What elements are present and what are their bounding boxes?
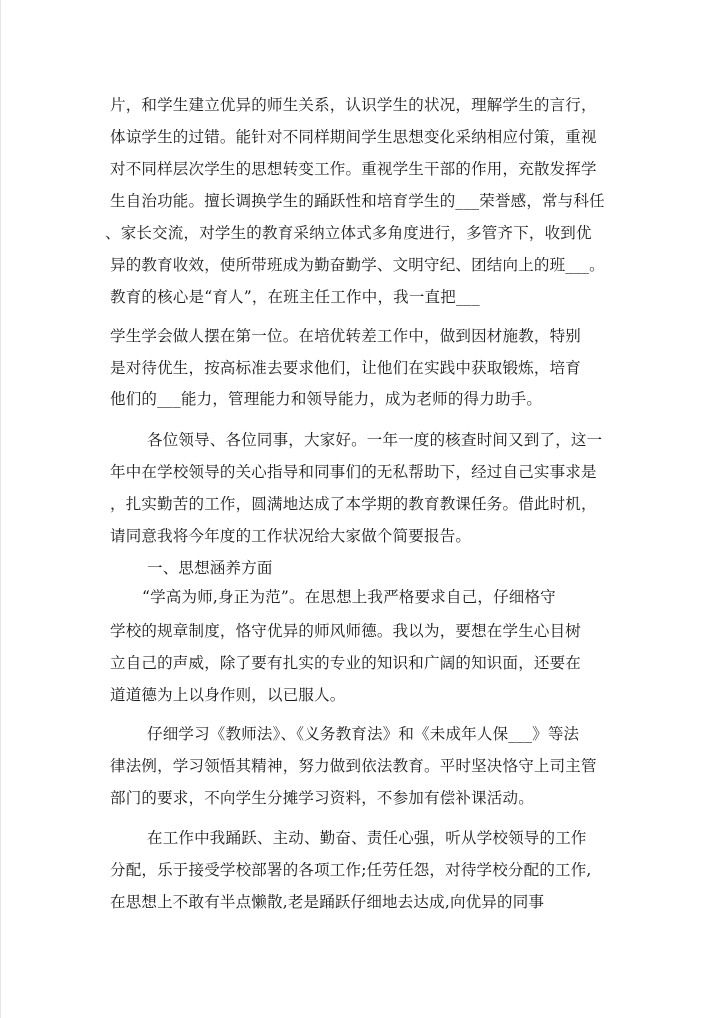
text-line: 立自己的声威，除了要有扎实的专业的知识和广阔的知识面，还要在 xyxy=(110,654,582,672)
section-heading-text: 一、思想涵养方面 xyxy=(147,559,273,577)
text-line: 对不同样层次学生的思想转变工作。重视学生干部的作用，充散发挥学 xyxy=(110,160,597,178)
text-line: 分配，乐于接受学校部署的各项工作;任劳任怨，对待学校分配的工作, xyxy=(110,861,592,879)
text-line: 片，和学生建立优异的师生关系，认识学生的状况，理解学生的言行， xyxy=(110,96,597,114)
text-line: 生自治功能。擅长调换学生的踊跃性和培育学生的___荣誉感，常与科任 xyxy=(110,192,605,210)
text-line: 教育的核心是“育人”，在班主任工作中，我一直把___ xyxy=(110,288,480,306)
text-line: 部门的要求，不向学生分摊学习资料，不参加有偿补课活动。 xyxy=(110,789,534,807)
text-line: 各位领导、各位同事，大家好。一年一度的核查时间又到了，这一 xyxy=(147,431,603,449)
text-line: 在工作中我踊跃、主动、勤奋、责任心强，听从学校领导的工作 xyxy=(147,829,587,847)
text-line: 仔细学习《教师法》、《义务教育法》和《未成年人保___》等法 xyxy=(147,725,580,743)
text-line: ，扎实勤苦的工作，圆满地达成了本学期的教育教课任务。借此时机， xyxy=(110,495,597,513)
text-line: 请同意我将今年度的工作状况给大家做个简要报告。 xyxy=(110,527,472,545)
text-line: 、家长交流，对学生的教育采纳立体式多角度进行，多管齐下，收到优 xyxy=(105,224,592,242)
text-line: 学生学会做人摆在第一位。在培优转差工作中，做到因材施教，特别 xyxy=(110,327,582,345)
text-line: 年中在学校领导的关心指导和同事们的无私帮助下，经过自己实事求是 xyxy=(110,463,597,481)
text-line: 体谅学生的过错。能针对不同样期间学生思想变化采纳相应付策，重视 xyxy=(110,128,597,146)
text-line: 道道德为上以身作则，以已服人。 xyxy=(110,686,346,704)
text-line: 在思想上不敢有半点懒散,老是踊跃仔细地去达成,向优异的同事 xyxy=(110,893,545,911)
text-line: 学校的规章制度，恪守优异的师风师德。我以为，要想在学生心目树 xyxy=(110,622,582,640)
text-line: 他们的___能力，管理能力和领导能力，成为老师的得力助手。 xyxy=(110,390,543,408)
text-line: 律法例，学习领悟其精神，努力做到依法教育。平时坚决恪守上司主管 xyxy=(110,757,597,775)
text-line: “学高为师,身正为范”。在思想上我严格要求自己，仔细格守 xyxy=(142,588,556,606)
text-line: 异的教育收效，使所带班成为勤奋勤学、文明守纪、团结向上的班___。 xyxy=(110,256,605,274)
text-line: 是对待优生，按高标准去要求他们，让他们在实践中获取锻炼，培育 xyxy=(110,359,582,377)
